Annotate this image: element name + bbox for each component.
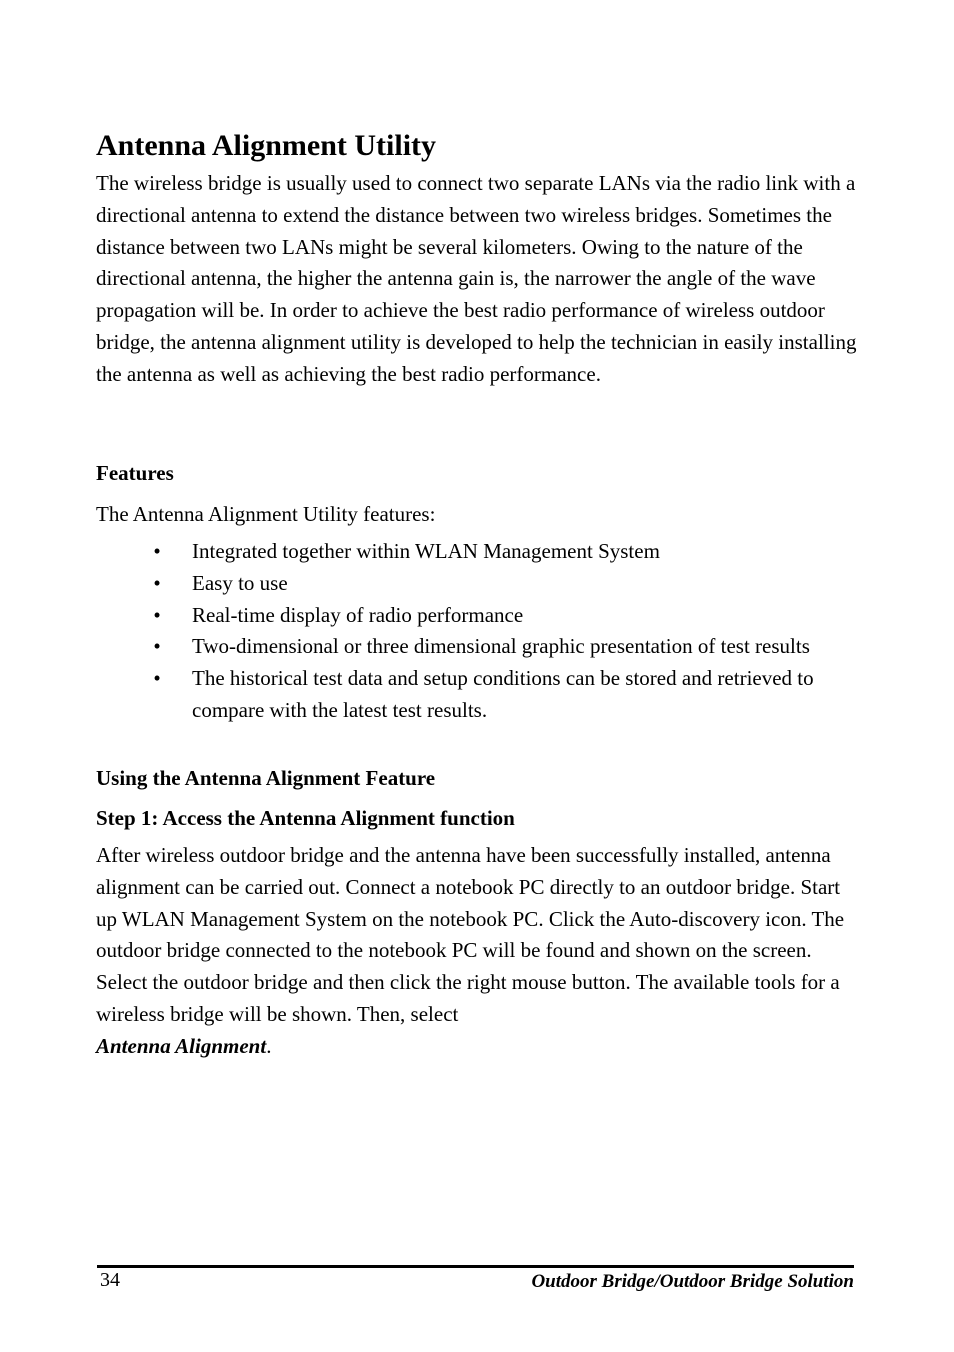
list-item-text: Easy to use: [192, 570, 288, 595]
list-item: [150, 568, 862, 600]
features-intro: The Antenna Alignment Utility features:: [96, 502, 436, 526]
step-paragraph-text: After wireless outdoor bridge and the antenna have been successfully installed, antenna alignment can be carried out. Connect a notebook PC directly to an outdoor bridge. Start up WLAN Management System on the notebook PC. Click the Auto-discovery icon. The outdoor bridge connected to the notebook PC will be found and shown on the screen. Select the outdoor bridge and then click the right mouse button. The available tools for a wireless bridge will be shown. Then, select: [96, 843, 845, 1026]
list-item: [150, 600, 862, 632]
bullet-icon: •: [153, 666, 161, 691]
bullet-icon: •: [153, 539, 161, 563]
step-heading: Step 1: Access the Antenna Alignment function: [96, 806, 515, 830]
antenna-alignment-emphasis: Antenna Alignment: [96, 1033, 267, 1058]
features-list: [150, 536, 862, 727]
list-item: [150, 663, 862, 727]
step-paragraph: [96, 840, 860, 1063]
list-item-text: Real-time display of radio performance: [192, 602, 524, 627]
intro-paragraph: The wireless bridge is usually used to connect two separate LANs via the radio link with a directional antenna to extend the distance between two wireless bridges. Sometimes the distance between two LANs might be several kilometers. Owing to the nature of the directional antenna, the higher the antenna gain is, the narrower the angle of the wave propagation will be. In order to achieve the best radio performance of wireless outdoor bridge, the antenna alignment utility is developed to help the technician in easily installing the antenna as well as achieving the best radio performance.: [96, 171, 857, 386]
list-item-text: Integrated together within WLAN Management System: [192, 539, 660, 563]
list-item-text: Two-dimensional or three dimensional graphic presentation of test results: [192, 634, 810, 659]
page-number: 34: [100, 1269, 120, 1291]
features-heading: Features: [96, 461, 174, 485]
bullet-icon: •: [153, 602, 161, 627]
bullet-icon: •: [153, 570, 161, 595]
bullet-icon: •: [153, 634, 161, 659]
footer-document-title: Outdoor Bridge/Outdoor Bridge Solution: [531, 1271, 854, 1292]
list-item: [150, 536, 862, 568]
footer-rule: [97, 1265, 854, 1268]
step-paragraph-end: .: [266, 1033, 272, 1058]
using-heading: Using the Antenna Alignment Feature: [96, 766, 436, 790]
page-title: Antenna Alignment Utility: [96, 129, 437, 162]
list-item: [150, 631, 862, 663]
list-item-text: The historical test data and setup conditions can be stored and retrieved to compare with the latest test results.: [192, 666, 814, 722]
